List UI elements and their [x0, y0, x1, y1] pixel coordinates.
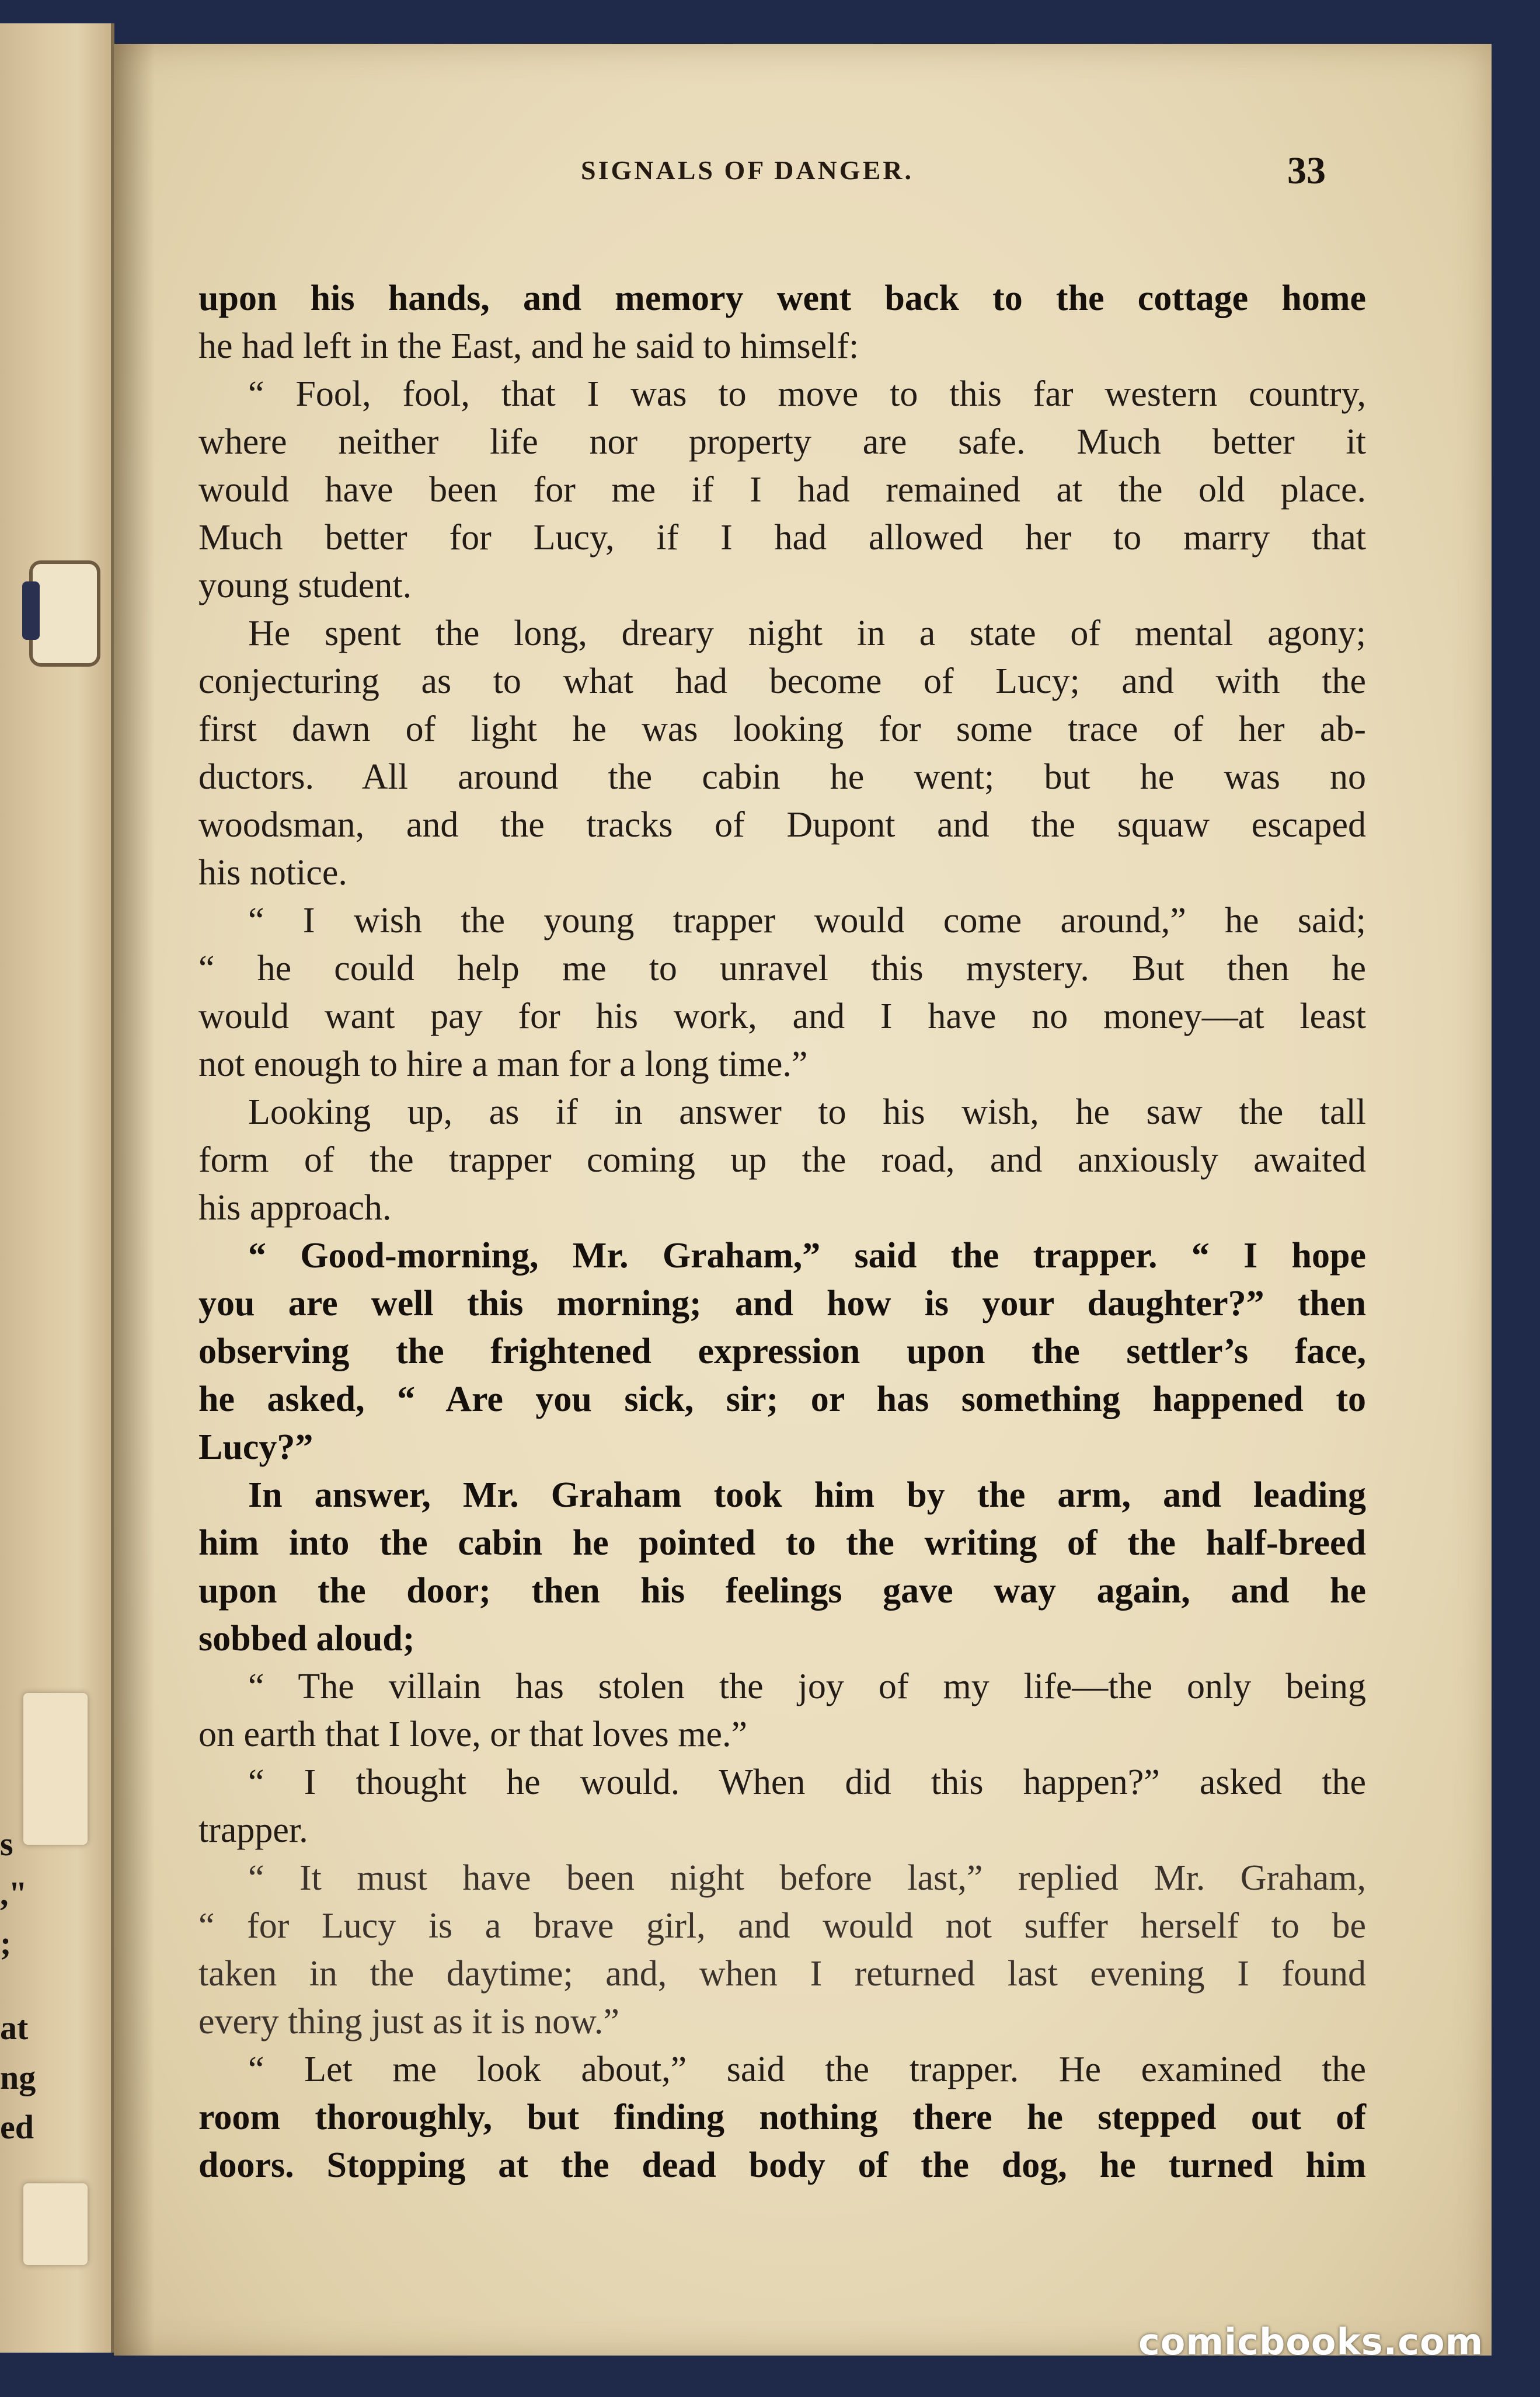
text-line: doors. Stopping at the dead body of the dog, he turned him — [198, 2145, 1366, 2185]
running-title: SIGNALS OF DANGER. — [581, 155, 914, 185]
text-line: “ Good-morning, Mr. Graham,” said the trapper. “ I hope — [248, 1236, 1366, 1276]
text-line: he had left in the East, and he said to himself: — [198, 326, 859, 366]
text-line: upon his hands, and memory went back to the cottage home — [198, 278, 1366, 318]
left-page-fragment: ed — [0, 2108, 34, 2146]
text-line: trapper. — [198, 1810, 308, 1850]
left-page-fragment: ng — [0, 2058, 36, 2096]
text-line: he asked, “ Are you sick, sir; or has something happened to — [198, 1379, 1366, 1419]
text-line: Looking up, as if in answer to his wish, he saw the tall — [248, 1092, 1366, 1132]
text-line: sobbed aloud; — [198, 1619, 415, 1659]
left-page-fragment: s — [0, 1825, 13, 1863]
text-line: Lucy?” — [198, 1427, 313, 1467]
text-line: on earth that I love, or that loves me.” — [198, 1715, 748, 1754]
text-line: you are well this morning; and how is your daughter?” then — [198, 1284, 1366, 1323]
text-line: observing the frightened expression upon the settler’s face, — [198, 1332, 1366, 1371]
running-head — [114, 149, 1492, 196]
text-line: his approach. — [198, 1188, 392, 1228]
text-line: He spent the long, dreary night in a state of mental agony; — [248, 614, 1366, 653]
page-number: 33 — [1287, 149, 1326, 192]
text-line: conjecturing as to what had become of Lucy; and with the — [198, 661, 1366, 701]
text-line: Much better for Lucy, if I had allowed her to marry that — [198, 518, 1366, 558]
binding-hole — [29, 560, 100, 667]
text-line: him into the cabin he pointed to the writing of the half-breed — [198, 1523, 1366, 1563]
text-line: woodsman, and the tracks of Dupont and the squaw escaped — [198, 805, 1366, 845]
page-tear — [23, 1693, 88, 1845]
text-line: “ I wish the young trapper would come around,” he said; — [248, 901, 1366, 940]
text-line: “ I thought he would. When did this happen?” asked the — [248, 1762, 1366, 1802]
text-line: “ Fool, fool, that I was to move to this far western country, — [248, 374, 1366, 414]
text-line: would want pay for his work, and I have no money—at least — [198, 997, 1366, 1036]
text-line: “ It must have been night before last,” replied Mr. Graham, — [248, 1858, 1366, 1898]
text-line: “ Let me look about,” said the trapper. He examined the — [248, 2050, 1366, 2089]
left-page-fragment: ," — [0, 1875, 27, 1912]
book-page — [114, 44, 1492, 2356]
text-line: where neither life nor property are safe. Much better it — [198, 422, 1366, 462]
text-line: his notice. — [198, 853, 347, 893]
text-line: would have been for me if I had remained at the old place. — [198, 470, 1366, 510]
left-facing-page — [0, 23, 114, 2353]
body-text — [198, 274, 1366, 2189]
text-line: In answer, Mr. Graham took him by the arm, and leading — [248, 1475, 1366, 1515]
page-tear — [23, 2183, 88, 2265]
watermark: comicbooks.com — [1138, 2321, 1484, 2363]
text-line: every thing just as it is now.” — [198, 2002, 619, 2041]
text-line: “ The villain has stolen the joy of my life—the only being — [248, 1667, 1366, 1706]
text-line: first dawn of light he was looking for some trace of her ab- — [198, 709, 1366, 749]
text-line: “ he could help me to unravel this mystery. But then he — [198, 949, 1366, 988]
text-line: upon the door; then his feelings gave way again, and he — [198, 1571, 1366, 1611]
text-line: ductors. All around the cabin he went; but he was no — [198, 757, 1366, 797]
left-page-fragment: at — [0, 2009, 29, 2047]
text-line: “ for Lucy is a brave girl, and would not suffer herself to be — [198, 1906, 1366, 1946]
text-line: form of the trapper coming up the road, and anxiously awaited — [198, 1140, 1366, 1180]
text-line: taken in the daytime; and, when I returned last evening I found — [198, 1954, 1366, 1994]
text-line: not enough to hire a man for a long time.” — [198, 1044, 808, 1084]
text-line: young student. — [198, 566, 412, 605]
left-page-fragment: ; — [0, 1924, 12, 1962]
text-line: room thoroughly, but finding nothing there he stepped out of — [198, 2098, 1366, 2137]
